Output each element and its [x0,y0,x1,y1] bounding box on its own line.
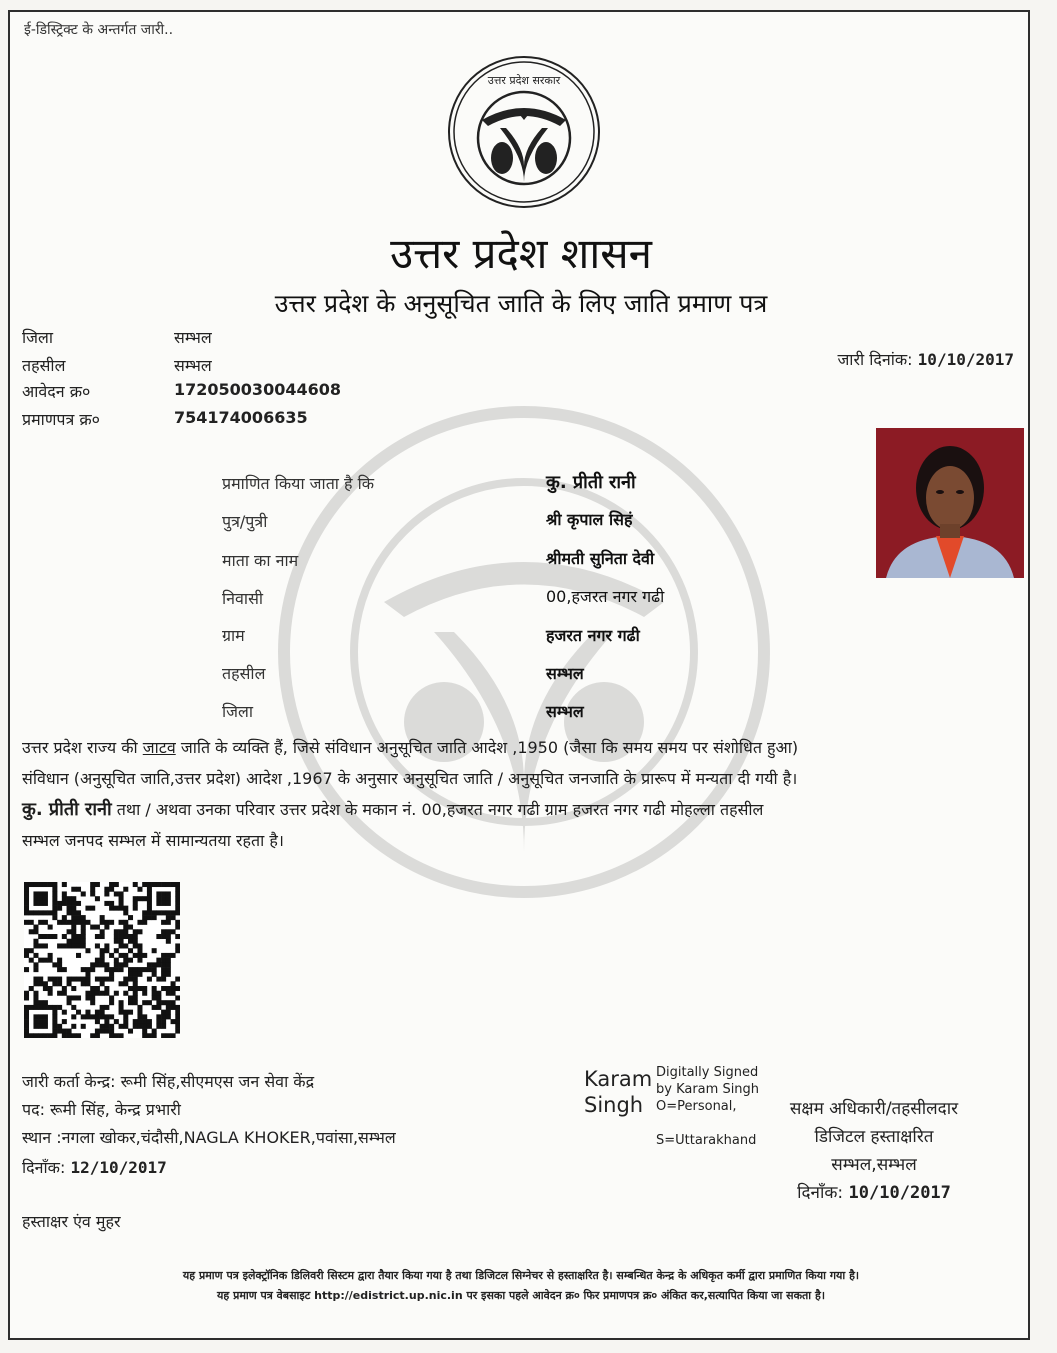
officer-date-label: दिनाँक: [797,1183,844,1203]
government-title: उत्तर प्रदेश शासन [390,229,652,278]
issuer-post: पद: रूमी सिंह, केन्द्र प्रभारी [22,1100,181,1119]
village-label: ग्राम [222,626,245,645]
para-line-4: सम्भल जनपद सम्भल में सामान्यतया रहता है। [22,831,284,850]
caste-name: जाटव [142,738,176,757]
issue-date [837,348,1014,370]
district-field-label: जिला [222,702,254,721]
certified-label: प्रमाणित किया जाता है कि [222,474,375,493]
para-line-3 [22,794,1018,825]
tehsil-value: सम्भल [174,356,212,375]
signature-detail-2: by Karam Singh [656,1082,760,1097]
district-field-value: सम्भल [546,702,584,721]
district-label: जिला [22,328,54,347]
signer-name-line-1: Karam [584,1067,653,1091]
certificate-no-label: प्रमाणपत्र क्र० [22,410,100,429]
issue-date-label: जारी दिनांक: [837,350,913,369]
resident-value: 00,हजरत नगर गढी [546,587,665,606]
svg-text:उत्तर प्रदेश सरकार: उत्तर प्रदेश सरकार [487,74,561,87]
father-name: श्री कृपाल सिहं [546,510,633,529]
application-no-value: 172050030044608 [174,380,341,399]
para-applicant-name: कु. प्रीती रानी [22,799,112,820]
header-note: ई-डिस्ट्रिक्ट के अन्तर्गत जारी.. [24,22,174,38]
officer-date-value: 10/10/2017 [848,1183,951,1203]
up-emblem-icon [446,54,602,210]
tehsil-field-value: सम्भल [546,664,584,683]
applicant-photo-icon [876,428,1024,578]
tehsil-field-label: तहसील [222,664,266,683]
issue-date-value: 10/10/2017 [917,350,1014,369]
officer-place: सम्भल,सम्भल [831,1155,917,1175]
mother-name: श्रीमती सुनिता देवी [546,549,655,568]
qr-code-icon [24,882,180,1038]
para-line-3-post: तथा / अथवा उनका परिवार उत्तर प्रदेश के मकान नं. 00,हजरत नगर गढी ग्राम हजरत नगर गढी मोहल्ला तहसील [111,800,764,819]
mother-name-label: माता का नाम [222,551,299,570]
officer-title: सक्षम अधिकारी/तहसीलदार [789,1099,959,1119]
issuer-place: स्थान :नगला खोकर,चंदौसी,NAGLA KHOKER,पवांसा,सम्भल [22,1128,396,1147]
village-value: हजरत नगर गढी [546,626,640,645]
certification-paragraph [22,732,1018,856]
tehsil-label: तहसील [22,356,66,375]
sign-seal-label: हस्ताक्षर एंव मुहर [22,1212,121,1231]
officer-signed: डिजिटल हस्ताक्षरित [814,1127,934,1147]
footer-line-2: यह प्रमाण पत्र वेबसाइट http://edistrict.up.nic.in पर इसका पहले आवेदन क्र० फिर प्रमाणपत्र क्र० अंकित कर,सत्यापित किया जा सकता है। [217,1289,825,1302]
signer-name-line-2: Singh [584,1093,644,1117]
signature-detail-3: O=Personal, [656,1099,737,1114]
son-daughter-label: पुत्र/पुत्री [222,512,268,531]
applicant-name: कु. प्रीती रानी [546,472,636,493]
officer-date [734,1180,1014,1203]
para-line-1-pre: उत्तर प्रदेश राज्य की [22,738,143,757]
issuer-date-value: 12/10/2017 [70,1158,167,1177]
para-line-1-post: जाति के व्यक्ति हैं, जिसे संविधान अनुसूचित जाति आदेश ,1950 (जैसा कि समय समय पर संशोधित हुआ) [175,738,799,757]
signer-name [584,1066,652,1118]
issuer-date-label: दिनाँक: [22,1158,66,1177]
issuer-date [22,1156,167,1178]
certificate-page [8,10,1030,1340]
signature-detail-1: Digitally Signed [656,1065,759,1080]
para-line-1 [22,732,1018,763]
signature-detail-4: S=Uttarakhand [656,1133,757,1148]
resident-label: निवासी [222,589,264,608]
footer-line-1: यह प्रमाण पत्र इलेक्ट्रॉनिक डिलिवरी सिस्टम द्वारा तैयार किया गया है तथा डिजिटल सिग्नेचर से हस्ताक्षरित है। सम्बन्धित केन्द्र के अधिकृत कर्मी द्वारा प्रमाणित किया गया है। [182,1269,860,1282]
certificate-no-value: 754174006635 [174,408,308,427]
para-line-2: संविधान (अनुसूचित जाति,उत्तर प्रदेश) आदेश ,1967 के अनुसार अनुसूचित जाति / अनुसूचित जनजाति के प्रारूप में मन्यता दी गयी है। [22,769,798,788]
issuing-center: जारी कर्ता केन्द्र: रूमी सिंह,सीएमएस जन सेवा केंद्र [22,1072,315,1091]
district-value: सम्भल [174,328,212,347]
application-no-label: आवेदन क्र० [22,382,91,401]
certificate-title: उत्तर प्रदेश के अनुसूचित जाति के लिए जाति प्रमाण पत्र [274,289,768,318]
